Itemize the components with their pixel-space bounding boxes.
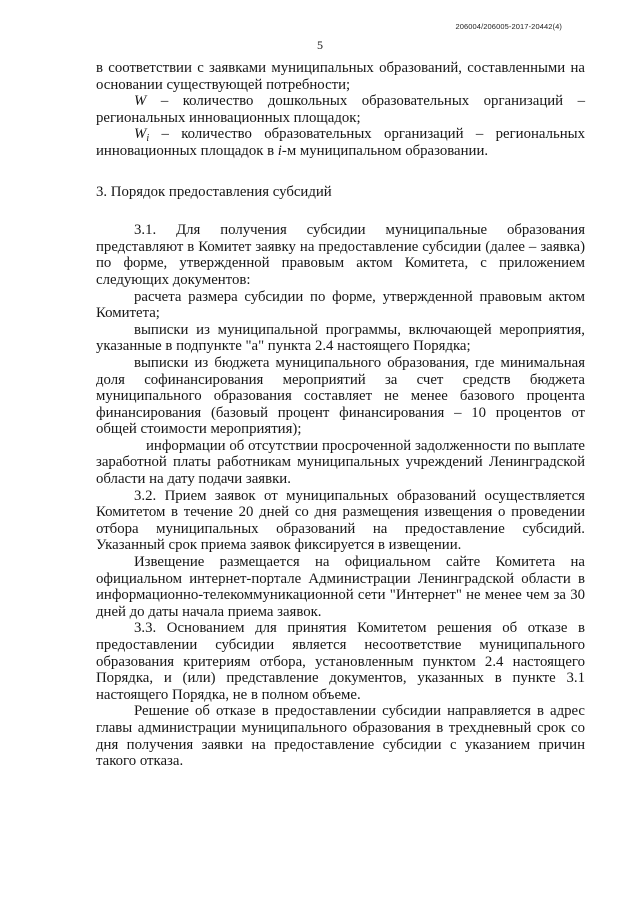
wi-subscript: i — [146, 133, 150, 145]
paragraph-3-1-item-calculation: расчета размера субсидии по форме, утвержденной правовым актом Комитета; — [96, 288, 585, 322]
paragraph-w-definition — [96, 93, 585, 126]
paragraph-3-3-decision: Решение об отказе в предоставлении субсидии направляется в адрес главы администрации муниципального образования в трехдневный срок со дня получения заявки на предоставление субсидии с указанием причин такого отказа. — [96, 703, 585, 770]
wi-italic-i: i — [277, 142, 282, 159]
paragraph-continuation: в соответствии с заявками муниципальных образований, составленными на основании существующей потребности; — [96, 60, 585, 93]
paragraph-3-1-item-budget: выписки из бюджета муниципального образования, где минимальная доля софинансирования мероприятий за счет средств бюджета муниципального образования составляет не менее базового процента финансирования (базовый процент финансирования – 10 процентов от общей стоимости мероприятия); — [96, 354, 585, 438]
paragraph-3-2-notice: Извещение размещается на официальном сайте Комитета на официальном интернет-портале Администрации Ленинградской области в информационно-телекоммуникационной сети "Интернет" не менее чем за 30 дней до даты начала приема заявок. — [96, 554, 585, 620]
document-body — [96, 60, 585, 770]
paragraph-wi-definition — [96, 126, 585, 159]
wi-symbol: W — [134, 126, 147, 143]
wi-definition-text-b: -м муниципальном образовании. — [281, 142, 489, 159]
paragraph-3-1: 3.1. Для получения субсидии муниципальные образования представляют в Комитет заявку на предоставление субсидии (далее – заявка) по форме, утвержденной правовым актом Комитета, с приложением следующих документов: — [96, 222, 585, 288]
paragraph-3-1-item-debt: информации об отсутствии просроченной задолженности по выплате заработной платы работникам муниципальных учреждений Ленинградской области на дату подачи заявки. — [96, 437, 585, 488]
w-definition-text: – количество дошкольных образовательных организаций – региональных инновационных площадок; — [96, 93, 585, 126]
wi-definition-text-a: – количество образовательных организаций – региональных инновационных площадок в — [96, 126, 585, 159]
document-id: 206004/206005-2017-20442(4) — [455, 22, 562, 31]
paragraph-3-3: 3.3. Основанием для принятия Комитетом решения об отказе в предоставлении субсидии является несоответствие муниципального образования критериям отбора, установленным пунктом 2.4 настоящего Порядка, и (или) представление документов, указанных в пункте 3.1 настоящего Порядка, не в полном объеме. — [96, 620, 585, 703]
w-symbol: W — [134, 93, 147, 110]
paragraph-3-1-item-program: выписки из муниципальной программы, включающей мероприятия, указанные в подпункте "а" пункта 2.4 настоящего Порядка; — [96, 321, 585, 355]
section-heading: 3. Порядок предоставления субсидий — [96, 183, 332, 200]
page-number: 5 — [317, 38, 323, 52]
paragraph-3-2: 3.2. Прием заявок от муниципальных образований осуществляется Комитетом в течение 20 дней со дня размещения извещения о проведении отбора муниципальных образований на предоставление субсидий. Указанный срок приема заявок фиксируется в извещении. — [96, 487, 585, 554]
